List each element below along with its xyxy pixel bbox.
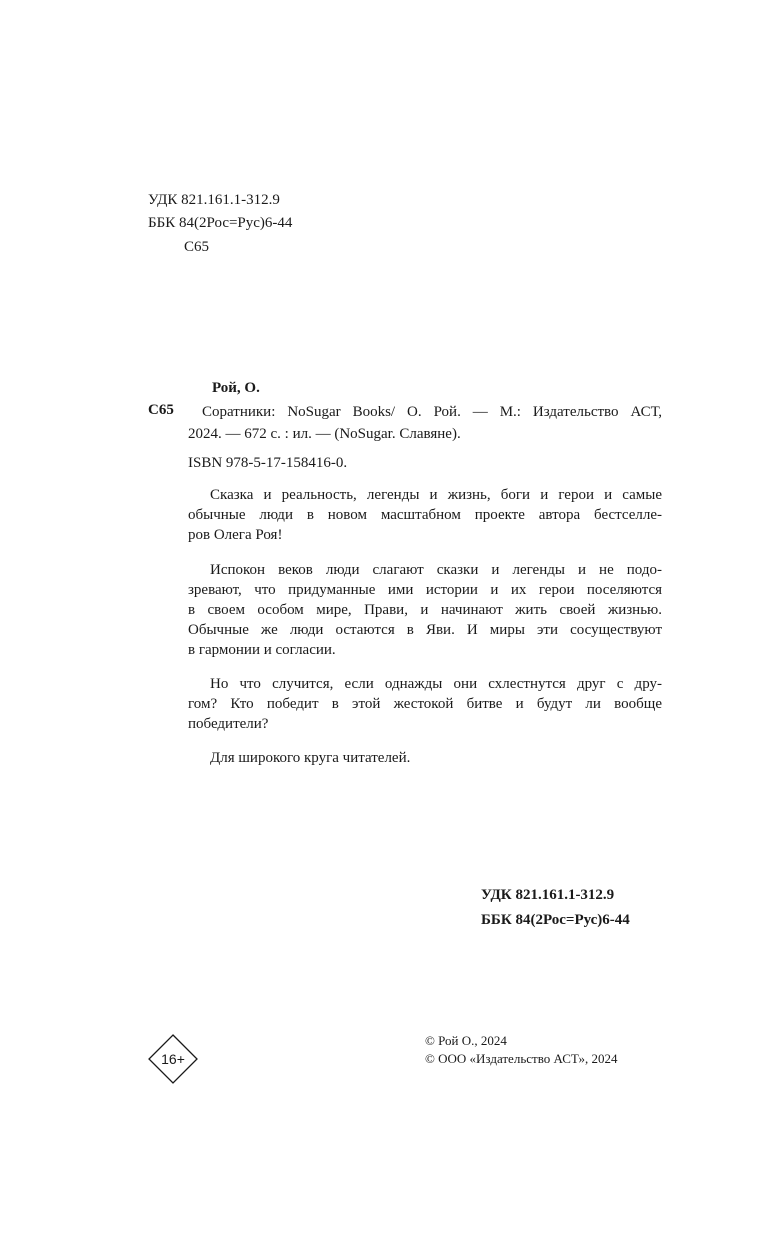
age-rating-diamond-icon [148,1034,198,1084]
copyright-author: © Рой О., 2024 [425,1033,507,1048]
annotation-line: в гармонии и согласии. [188,642,336,658]
card-title-line: Соратники: NoSugar Books/ О. Рой. — М.: Издательство АСТ, [202,404,662,420]
card-title-block [202,402,662,422]
annotation-paragraph-1 [188,485,662,545]
card-author-code: С65 [148,402,174,418]
card-isbn: ISBN 978-5-17-158416-0. [188,455,348,471]
card-author: Рой, О. [212,380,260,396]
annotation-line: ров Олега Роя! [188,527,283,543]
card-isbn-block [188,453,662,473]
annotation-paragraph-2 [188,560,662,660]
annotation-line: гом? Кто победит в этой жестокой битве и будут ли вообще [188,696,662,712]
annotation-line: Но что случится, если однажды они схлестнутся друг с дру- [210,676,662,692]
annotation-line: Испокон веков люди слагают сказки и легенды и не подо- [210,562,662,578]
header-udk: УДК 821.161.1-312.9 [148,192,280,208]
card-title-line: 2024. — 672 с. : ил. — (NoSugar. Славяне). [188,426,461,442]
annotation-line: обычные люди в новом масштабном проекте автора бестселле- [188,507,662,523]
age-rating-label: 16+ [161,1051,185,1067]
header-bbk: ББК 84(2Рос=Рус)6-44 [148,215,293,231]
annotation-line: зревают, что придуманные ими истории и их герои поселяются [188,582,662,598]
annotation-line: в своем особом мире, Прави, и начинают жить своей жизнью. [188,602,662,618]
footer-bbk: ББК 84(2Рос=Рус)6-44 [481,912,630,928]
copyright-publisher: © ООО «Издательство АСТ», 2024 [425,1051,618,1066]
footer-udk: УДК 821.161.1-312.9 [481,887,615,903]
annotation-line: Обычные же люди остаются в Яви. И миры эти сосуществуют [188,622,662,638]
annotation-line: победители? [188,716,269,732]
audience-note: Для широкого круга читателей. [210,750,411,766]
annotation-line: Сказка и реальность, легенды и жизнь, боги и герои и самые [210,487,662,503]
header-author-code: С65 [184,239,210,255]
age-rating-badge [148,1034,198,1084]
audience-block [188,748,662,768]
annotation-paragraph-3 [188,674,662,734]
card-title-block-2 [188,424,662,444]
